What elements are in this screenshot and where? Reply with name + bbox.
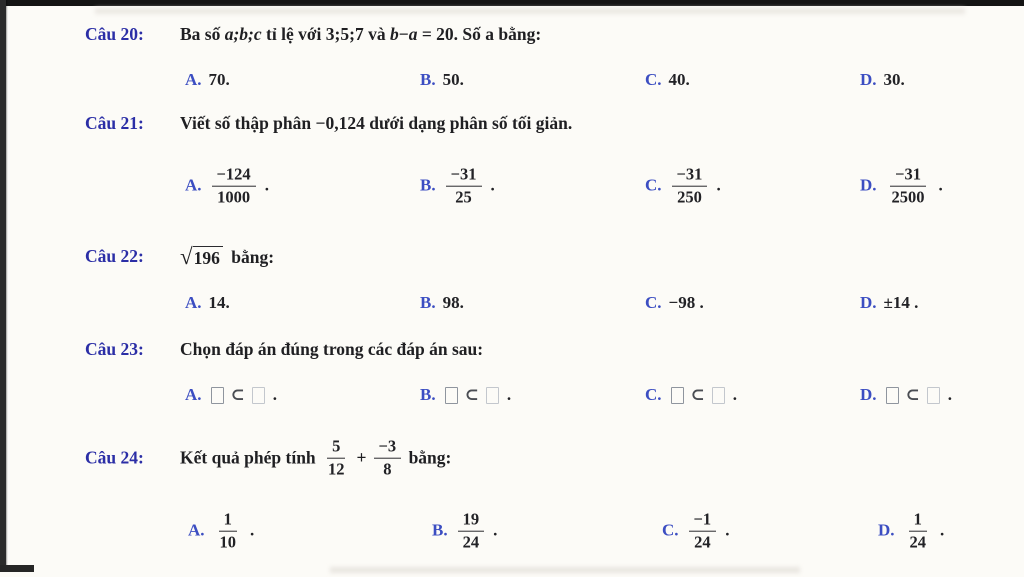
radicand: 196: [193, 246, 223, 269]
option-a: [185, 165, 269, 208]
period: .: [947, 385, 953, 404]
fraction: [212, 165, 256, 208]
numerator: 1: [909, 510, 927, 532]
denominator: 2500: [891, 187, 925, 207]
period: .: [264, 176, 269, 195]
missing-glyph-box: [211, 387, 224, 404]
period: .: [490, 176, 495, 195]
option-d: [860, 293, 918, 313]
fraction: [323, 437, 350, 480]
question-23-label: Câu 23:: [85, 339, 144, 359]
numerator: 5: [327, 437, 345, 459]
denominator: 250: [677, 187, 702, 207]
option-letter: B.: [420, 385, 436, 404]
subset-symbol: ⊂: [690, 385, 705, 404]
numerator: −124: [212, 165, 256, 187]
option-b: [420, 165, 495, 208]
fraction: [887, 165, 930, 208]
numerator: 19: [458, 510, 485, 532]
question-21-text: [180, 113, 572, 134]
denominator: 10: [219, 532, 237, 552]
option-value: −98 .: [668, 293, 704, 312]
option-d: [860, 385, 952, 405]
period: .: [940, 521, 945, 540]
missing-glyph-box: [252, 387, 265, 404]
option-letter: A.: [185, 293, 202, 312]
question-22-label: Câu 22:: [85, 246, 144, 266]
denominator: 8: [383, 459, 392, 479]
text-segment: tỉ lệ với 3;5;7 và: [261, 24, 390, 44]
missing-glyph-box: [886, 387, 899, 404]
option-letter: A.: [185, 176, 202, 195]
option-letter: D.: [860, 293, 877, 312]
question-22-text: [180, 246, 274, 269]
math-variables: a;b;c: [224, 24, 262, 44]
numerator: −31: [672, 165, 708, 187]
period: .: [272, 385, 278, 404]
option-a: [185, 70, 230, 90]
question-23-text: [180, 339, 483, 360]
text-segment: bằng:: [226, 247, 275, 267]
denominator: 1000: [217, 187, 251, 207]
subset-symbol: ⊂: [464, 385, 479, 404]
text-segment: = 20. Số a bằng:: [417, 24, 542, 44]
option-c: [645, 385, 737, 405]
subset-symbol: ⊂: [230, 385, 245, 404]
fraction: [672, 165, 708, 208]
period: .: [732, 385, 738, 404]
period: .: [250, 521, 255, 540]
math-variable: a: [408, 24, 418, 44]
option-d: [878, 510, 944, 553]
option-c: [645, 293, 704, 313]
missing-glyph-box: [445, 387, 458, 404]
option-value: 14.: [208, 293, 230, 312]
denominator: 24: [694, 532, 711, 552]
option-d: [860, 165, 943, 208]
option-letter: B.: [420, 70, 436, 89]
fraction: [446, 165, 482, 208]
text-segment: Chọn đáp án đúng trong các đáp án sau:: [180, 339, 484, 359]
option-letter: D.: [878, 521, 895, 540]
missing-glyph-box: [486, 387, 499, 404]
option-letter: A.: [188, 521, 205, 540]
page-top-edge: [0, 0, 1024, 6]
option-letter: C.: [645, 385, 662, 404]
option-value: 40.: [668, 70, 690, 89]
option-letter: D.: [860, 70, 877, 89]
option-letter: D.: [860, 176, 877, 195]
option-letter: C.: [645, 176, 662, 195]
numerator: 1: [219, 510, 237, 532]
text-segment: Viết số thập phân −0,124 dưới dạng phân số tối giản.: [180, 113, 573, 133]
option-value: 30.: [883, 70, 905, 89]
question-20-label: Câu 20:: [85, 24, 144, 44]
period: .: [716, 176, 721, 195]
scan-bottom-smudge: [330, 567, 800, 573]
numerator: −3: [374, 437, 402, 459]
denominator: 12: [328, 459, 345, 479]
question-24-text: [180, 437, 451, 480]
option-a: [185, 385, 277, 405]
denominator: 25: [455, 187, 472, 207]
option-c: [645, 165, 721, 208]
plus-sign: +: [356, 447, 367, 468]
subset-symbol: ⊂: [905, 385, 920, 404]
fraction: [905, 510, 932, 553]
denominator: 24: [909, 532, 927, 552]
option-letter: B.: [420, 293, 436, 312]
radical-sign-icon: √: [180, 244, 193, 269]
page-left-edge: [0, 0, 6, 568]
option-letter: C.: [645, 70, 662, 89]
missing-glyph-box: [927, 387, 940, 404]
option-c: [662, 510, 729, 553]
option-value: 70.: [208, 70, 230, 89]
option-value: ±14 .: [883, 293, 919, 312]
option-letter: D.: [860, 385, 877, 404]
text-segment: bằng:: [404, 447, 452, 468]
option-b: [432, 510, 497, 553]
missing-glyph-box: [671, 387, 684, 404]
question-24-label: Câu 24:: [85, 447, 144, 468]
option-letter: A.: [185, 70, 202, 89]
fraction: [689, 510, 717, 553]
numerator: −31: [446, 165, 482, 187]
question-20-text: [180, 24, 541, 45]
text-segment: Ba số: [180, 24, 225, 44]
option-b: [420, 70, 464, 90]
math-variable: b: [389, 24, 399, 44]
option-value: 98.: [442, 293, 464, 312]
minus-sign: −: [398, 24, 409, 44]
option-letter: B.: [420, 176, 436, 195]
fraction: [458, 510, 485, 553]
numerator: −1: [689, 510, 717, 532]
missing-glyph-box: [712, 387, 725, 404]
option-a: [185, 293, 230, 313]
text-segment: Kết quả phép tính: [180, 447, 321, 468]
period: .: [938, 176, 943, 195]
option-d: [860, 70, 905, 90]
scan-corner-mark: [0, 565, 34, 572]
scan-top-remnant: [95, 8, 965, 14]
option-c: [645, 70, 690, 90]
denominator: 24: [462, 532, 480, 552]
fraction: [215, 510, 242, 553]
period: .: [493, 521, 498, 540]
square-root: [180, 246, 223, 269]
fraction: [374, 437, 402, 480]
option-a: [188, 510, 254, 553]
option-b: [420, 293, 464, 313]
option-b: [420, 385, 511, 405]
option-letter: C.: [645, 293, 662, 312]
question-21-label: Câu 21:: [85, 113, 144, 133]
period: .: [725, 521, 730, 540]
option-letter: B.: [432, 521, 448, 540]
period: .: [506, 385, 512, 404]
numerator: −31: [890, 165, 926, 187]
option-letter: A.: [185, 385, 202, 404]
option-value: 50.: [442, 70, 464, 89]
option-letter: C.: [662, 521, 679, 540]
